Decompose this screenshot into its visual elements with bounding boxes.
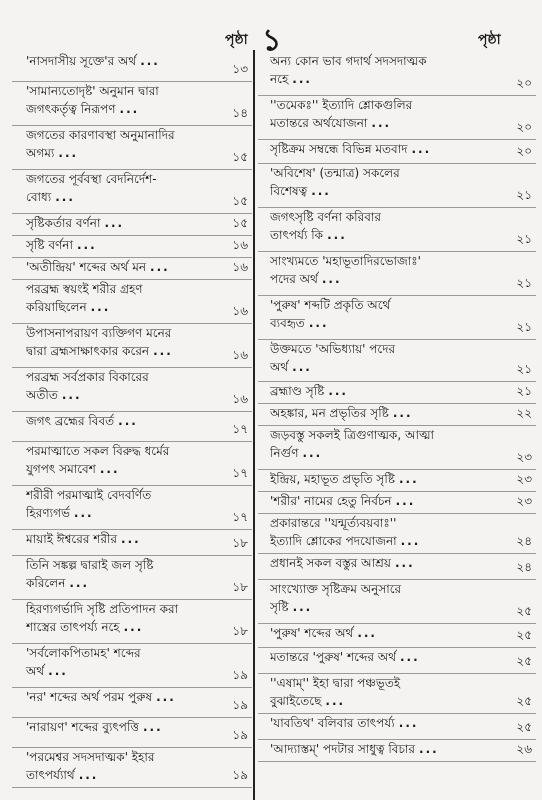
leader-dots: ... <box>61 388 82 402</box>
toc-entry-page: ১৫ <box>232 150 248 164</box>
toc-entry-title <box>26 748 252 784</box>
toc-entry <box>12 126 252 170</box>
toc-entry-page: ১৬ <box>232 260 248 274</box>
leader-dots: ... <box>104 216 125 230</box>
page-column-header-left: পৃষ্ঠা <box>225 32 248 48</box>
toc-entry <box>258 714 536 740</box>
toc-entry-title <box>270 96 536 132</box>
toc-entry-title <box>270 492 536 510</box>
toc-entry-line: 'অতীন্দ্রিয়' শব্দের অর্থ মন ... <box>26 260 170 274</box>
toc-entry-page: ১৯ <box>232 698 248 712</box>
leader-dots: ... <box>400 534 421 548</box>
toc-entry-page: ১৭ <box>232 466 248 480</box>
toc-entry <box>258 296 536 340</box>
toc-entry-line: সৃষ্টি ... <box>270 600 313 614</box>
toc-entry-title <box>26 556 252 592</box>
toc-entry-line: জড়বস্তু সকলই ত্রিগুণাত্মক, আত্মা <box>270 428 435 442</box>
leader-dots: ... <box>321 272 342 286</box>
toc-entry <box>12 718 252 748</box>
toc-entry-page: ২১ <box>516 276 532 290</box>
page-number: ১ <box>262 23 282 58</box>
toc-entry-line: 'পুরুষ' শব্দটি প্রকৃতি অর্থে <box>270 298 391 312</box>
toc-entry <box>12 170 252 214</box>
toc-entry <box>12 236 252 258</box>
toc-entry <box>258 252 536 296</box>
toc-entry-line: 'নাসদাসীয় সূক্তে'র অর্থ ... <box>26 54 160 68</box>
toc-entry-title <box>270 426 536 462</box>
toc-entry-line: মতান্তরে 'পুরুষ' শব্দের অর্থ ... <box>270 650 420 664</box>
toc-entry-title <box>270 404 536 422</box>
toc-entry <box>12 280 252 324</box>
toc-entry <box>258 740 536 762</box>
toc-entry <box>258 140 536 164</box>
toc-entry <box>12 368 252 412</box>
toc-entry-line: 'পুরুষ' শব্দের অর্থ ... <box>270 626 377 640</box>
toc-entry-line: পদের অর্থ ... <box>270 272 342 286</box>
toc-entry-page: ১৫ <box>232 194 248 208</box>
toc-entry-line: পরব্রহ্ম স্বয়ংই শরীর গ্রহণ <box>26 282 143 296</box>
toc-entry-page: ২১ <box>516 188 532 202</box>
toc-entry-title <box>26 236 252 254</box>
toc-entry-line: উক্তমতে 'অভিধ্যায়' পদের <box>270 342 396 356</box>
toc-entry <box>258 208 536 252</box>
toc-entry-title <box>26 368 252 404</box>
leader-dots: ... <box>150 260 170 274</box>
toc-entry-title <box>270 624 536 642</box>
toc-entry-page: ২৩ <box>516 472 532 486</box>
page-column-header-right: পৃষ্ঠা <box>478 32 501 48</box>
column-divider <box>253 50 255 800</box>
toc-entry-page: ২৪ <box>516 560 532 574</box>
toc-entry-line: শরীরী পরমাত্মাই বেদবর্ণিত <box>26 488 152 502</box>
toc-entry-line: জগৎসৃষ্টি বর্ণনা করিবার <box>270 210 381 224</box>
toc-entry-page: ২০ <box>516 76 532 90</box>
toc-entry-line: বোধ্য ... <box>26 190 75 204</box>
leader-dots: ... <box>142 720 163 734</box>
toc-entry-line: 'পরমেশ্বর সদসদাত্মক' ইহার <box>26 750 155 764</box>
toc-entry <box>12 600 252 644</box>
toc-entry-page: ১৪ <box>232 106 248 120</box>
toc-entry-line: 'অবিশেষ' (তন্মাত্র) সকলের <box>270 166 400 180</box>
toc-entry-page: ১৮ <box>232 624 248 638</box>
toc-entry-page: ২৩ <box>516 450 532 464</box>
toc-entry-line: সাংখ্যমতে 'মহাভূতাদিরভোজাঃ' <box>270 254 421 268</box>
leader-dots: ... <box>357 626 377 640</box>
toc-entry-title <box>270 714 536 732</box>
toc-entry-line: জগৎ ব্রহ্মের বিবর্ত ... <box>26 414 138 428</box>
toc-entry-line: 'নারায়ণ' শব্দের ব্যুৎপত্তি ... <box>26 720 163 734</box>
toc-entry-title <box>26 412 252 430</box>
toc-entry-line: করিয়াছিলেন ... <box>26 300 111 314</box>
toc-entry <box>258 580 536 624</box>
leader-dots: ... <box>302 446 323 460</box>
toc-entry-line: 'যাবতিথ' বলিবার তাৎপর্য্য ... <box>270 716 419 730</box>
toc-entry-line: ''তমেকঃ'' ইত্যাদি শ্লোকগুলির <box>270 98 413 112</box>
toc-entry-title <box>270 648 536 666</box>
toc-entry-line: দ্বারা ব্রহ্মসাক্ষাৎকার করেন ... <box>26 344 173 358</box>
toc-entry <box>258 470 536 492</box>
toc-entry-line: প্রধানই সকল বস্তুর আশ্রয় ... <box>270 556 415 570</box>
leader-dots: ... <box>292 600 313 614</box>
toc-entry-line: 'সর্বলোকপিতামহ' শব্দের <box>26 646 141 660</box>
leader-dots: ... <box>308 316 329 330</box>
toc-entry-title <box>270 208 536 244</box>
toc-entry-title <box>26 126 252 162</box>
toc-entry <box>12 82 252 126</box>
toc-entry-line: বুঝাইতেছে ... <box>270 694 346 708</box>
toc-entry-line: বিশেষত্ব ... <box>270 184 331 198</box>
leader-dots: ... <box>395 494 416 508</box>
leader-dots: ... <box>69 576 90 590</box>
leader-dots: ... <box>325 694 346 708</box>
toc-entry <box>12 258 252 280</box>
toc-entry-line: ''এষাম্'' ইহা দ্বারা পঞ্চভূতই <box>270 676 401 690</box>
toc-entry-title <box>26 644 252 680</box>
toc-entry <box>258 674 536 714</box>
toc-entry-line: নির্গুণ ... <box>270 446 323 460</box>
toc-entry-line: উপাসনাপরায়ণ ব্যক্তিগণ মনের <box>26 326 172 340</box>
toc-entry-page: ২৫ <box>516 654 532 668</box>
toc-entry-line: মায়াই ঈশ্বরের শরীর ... <box>26 532 141 546</box>
toc-entry-page: ১৯ <box>232 668 248 682</box>
toc-entry-title <box>26 52 252 70</box>
toc-entry-title <box>270 296 536 332</box>
toc-entry <box>12 52 252 82</box>
toc-entry-title <box>26 82 252 118</box>
leader-dots: ... <box>156 690 176 704</box>
toc-entry-line: ইন্দ্রিয়, মহাভূত প্রভৃতি সৃষ্টি ... <box>270 472 419 486</box>
toc-entry-line: 'সামান্যতোদৃষ্ট' অনুমান দ্বারা <box>26 84 159 98</box>
toc-entry <box>12 412 252 442</box>
toc-entry-title <box>26 486 252 522</box>
toc-entry-line: 'আদ্যাস্তম্' পদটার সাধুত্ব বিচার ... <box>270 742 439 756</box>
leader-dots: ... <box>399 472 419 486</box>
toc-entry-page: ১৬ <box>232 348 248 362</box>
leader-dots: ... <box>123 620 144 634</box>
leader-dots: ... <box>140 54 160 68</box>
toc-entry-line: অগম্য ... <box>26 146 79 160</box>
toc-entry-title <box>26 600 252 636</box>
toc-entry <box>12 556 252 600</box>
toc-entry-page: ২৬ <box>516 742 532 756</box>
toc-entry-page: ২১ <box>516 384 532 398</box>
toc-entry-line: সাংখ্যোক্ত সৃষ্টিক্রম অনুসারে <box>270 582 402 596</box>
toc-entry-title <box>26 442 252 478</box>
toc-entry-page: ১৭ <box>232 422 248 436</box>
leader-dots: ... <box>399 650 420 664</box>
leader-dots: ... <box>371 116 392 130</box>
toc-entry-title <box>26 688 252 706</box>
toc-entry-title <box>270 252 536 288</box>
toc-entry-page: ২৫ <box>516 720 532 734</box>
toc-entry <box>258 426 536 470</box>
toc-entry <box>12 324 252 368</box>
toc-entry-line: অহঙ্কার, মন প্রভৃতির সৃষ্টি ... <box>270 406 413 420</box>
toc-entry-title <box>26 530 252 548</box>
toc-entry-line: 'শরীর' নামের হেতু নির্বচন ... <box>270 494 416 508</box>
toc-entry-title <box>270 580 536 616</box>
toc-entry <box>258 404 536 426</box>
toc-entry-page: ২৫ <box>516 604 532 618</box>
toc-entry-line: জগৎকর্তৃত্ব নিরূপণ ... <box>26 102 140 116</box>
toc-entry-page: ২৫ <box>516 628 532 642</box>
toc-entry <box>258 164 536 208</box>
leader-dots: ... <box>392 406 413 420</box>
toc-entry <box>12 442 252 486</box>
toc-entry-title <box>26 214 252 232</box>
leader-dots: ... <box>48 664 68 678</box>
toc-entry-line: সৃষ্টি বর্ণনা ... <box>26 238 97 252</box>
leader-dots: ... <box>292 72 312 86</box>
toc-entry-title <box>26 280 252 316</box>
leader-dots: ... <box>398 716 419 730</box>
toc-entry-line: সৃষ্টিক্রম সম্বন্ধে বিভিন্ন মতবাদ ... <box>270 142 432 156</box>
toc-entry-line: মতান্তরে অর্থযোজনা ... <box>270 116 392 130</box>
toc-entry-line: যুগপৎ সমাবেশ ... <box>26 462 120 476</box>
toc-entry-line: শাস্ত্রের তাৎপর্য্য নহে ... <box>26 620 144 634</box>
toc-entry-title <box>26 170 252 206</box>
toc-entry-line: অতীত ... <box>26 388 82 402</box>
toc-entry-page: ২০ <box>516 144 532 158</box>
leader-dots: ... <box>118 414 138 428</box>
toc-entry-line: অন্য কোন ভাব গদার্থ সদসদাত্মক <box>270 54 427 68</box>
toc-entry-page: ২১ <box>516 320 532 334</box>
leader-dots: ... <box>58 146 79 160</box>
toc-entry-page: ২৩ <box>516 494 532 508</box>
toc-entry-title <box>26 258 252 276</box>
leader-dots: ... <box>328 384 348 398</box>
toc-entry-page: ১৩ <box>232 62 248 76</box>
leader-dots: ... <box>311 184 331 198</box>
leader-dots: ... <box>76 238 97 252</box>
toc-entry-page: ২১ <box>516 232 532 246</box>
toc-entry-page: ১৬ <box>232 304 248 318</box>
leader-dots: ... <box>119 102 140 116</box>
toc-entry-line: নহে ... <box>270 72 312 86</box>
leader-dots: ... <box>153 344 173 358</box>
toc-entry-line: করিলেন ... <box>26 576 90 590</box>
toc-entry-page: ১৯ <box>232 768 248 782</box>
toc-entry <box>258 514 536 554</box>
toc-entry-line: তাৎপর্য্যার্থ ... <box>26 768 99 782</box>
toc-entry <box>12 214 252 236</box>
toc-entry-page: ১৬ <box>232 392 248 406</box>
toc-entry <box>258 648 536 674</box>
toc-entry <box>258 624 536 648</box>
toc-entry-line: ইত্যাদি শ্লোকের পদযোজনা ... <box>270 534 421 548</box>
toc-entry <box>12 688 252 718</box>
toc-entry-line: পরব্রহ্ম সর্বপ্রকার বিকারের <box>26 370 149 384</box>
toc-entry <box>258 52 536 96</box>
toc-entry-page: ১৫ <box>232 216 248 230</box>
toc-entry-title <box>270 140 536 158</box>
toc-entry-title <box>270 740 536 758</box>
toc-entry-page: ১৭ <box>232 510 248 524</box>
toc-entry-page: ২১ <box>516 362 532 376</box>
leader-dots: ... <box>411 142 432 156</box>
toc-entry <box>258 492 536 514</box>
toc-entry <box>12 530 252 556</box>
toc-entry-line: সৃষ্টিকর্তার বর্ণনা ... <box>26 216 125 230</box>
toc-entry-page: ১৯ <box>232 728 248 742</box>
leader-dots: ... <box>78 768 99 782</box>
toc-entry-title <box>26 324 252 360</box>
toc-entry-page: ২০ <box>516 120 532 134</box>
toc-entry-page: ১৮ <box>232 580 248 594</box>
toc-entry-title <box>270 554 536 572</box>
toc-entry-line: ব্যবহৃত ... <box>270 316 329 330</box>
toc-entry-title <box>270 340 536 376</box>
toc-entry-line: হিরণ্যগর্ভ ... <box>26 506 94 520</box>
leader-dots: ... <box>55 190 75 204</box>
leader-dots: ... <box>327 228 347 242</box>
toc-entry-title <box>270 674 536 710</box>
leader-dots: ... <box>73 506 94 520</box>
toc-entry-title <box>26 718 252 736</box>
toc-entry-title <box>270 164 536 200</box>
leader-dots: ... <box>121 532 141 546</box>
toc-entry-title <box>270 514 536 550</box>
toc-entry-line: ব্রহ্মাণ্ড সৃষ্টি ... <box>270 384 348 398</box>
toc-entry <box>12 644 252 688</box>
toc-entry-title <box>270 52 536 88</box>
toc-entry-line: পরমাত্মাতে সকল বিরুদ্ধ ধর্মের <box>26 444 170 458</box>
toc-entry-line: তিনি সঙ্কল্প দ্বারাই জল সৃষ্টি <box>26 558 154 572</box>
toc-entry-title <box>270 470 536 488</box>
toc-entry <box>258 554 536 580</box>
toc-entry <box>258 340 536 382</box>
toc-entry-line: প্রকারান্তরে ''যন্মূর্ত্যবয়বাঃ'' <box>270 516 397 530</box>
toc-entry-line: 'নর' শব্দের অর্থ পরম পুরুষ ... <box>26 690 176 704</box>
toc-entry <box>12 486 252 530</box>
toc-entry-line: হিরণ্যগর্ভাদি সৃষ্টি প্রতিপাদন করা <box>26 602 179 616</box>
toc-entry-page: ২২ <box>516 406 532 420</box>
leader-dots: ... <box>292 360 312 374</box>
toc-entry-title <box>270 382 536 400</box>
leader-dots: ... <box>90 300 111 314</box>
toc-entry-line: জগতের পূর্ববস্থা বেদনির্দেশ- <box>26 172 157 186</box>
toc-entry-page: ১৬ <box>232 238 248 252</box>
toc-entry-page: ১৮ <box>232 536 248 550</box>
leader-dots: ... <box>99 462 120 476</box>
toc-entry <box>12 748 252 788</box>
toc-entry <box>258 382 536 404</box>
leader-dots: ... <box>394 556 415 570</box>
toc-entry-page: ২৫ <box>516 694 532 708</box>
leader-dots: ... <box>419 742 439 756</box>
toc-entry-line: জগতের কারণাবস্থা অনুমানাদির <box>26 128 175 142</box>
toc-entry <box>258 96 536 140</box>
toc-entry-line: অর্থ ... <box>270 360 312 374</box>
toc-entry-line: তাৎপর্য্য কি ... <box>270 228 347 242</box>
toc-entry-line: অর্থ ... <box>26 664 68 678</box>
toc-entry-page: ২৪ <box>516 534 532 548</box>
